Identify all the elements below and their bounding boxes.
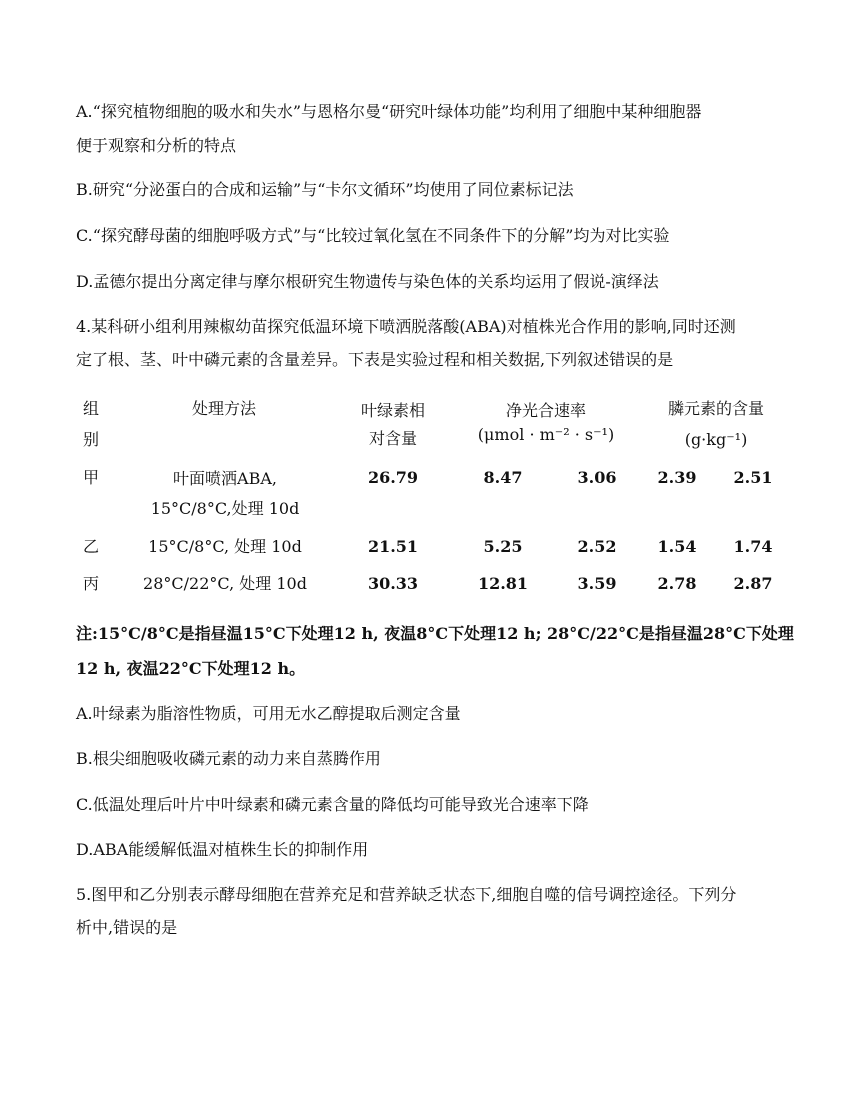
q3-option-a-line1: A.“探究植物细胞的吸水和失水”与恩格尔曼“研究叶绿体功能”均利用了细胞中某种细胞器 [76, 102, 702, 121]
row-method-line1: 28°C/22°C, 处理 10d [143, 574, 307, 593]
header-chlorophyll-2: 对含量 [368, 429, 418, 448]
header-phosphorus-2: (g·kg⁻¹) [684, 430, 748, 449]
row-photosynthesis-b: 3.06 [577, 468, 617, 487]
row-photosynthesis-b: 3.59 [577, 574, 617, 593]
q5-stem-line2: 析中,错误的是 [76, 918, 178, 937]
header-chlorophyll-1: 叶绿素相 [360, 401, 426, 420]
row-group: 丙 [83, 574, 100, 593]
row-phosphorus-a: 2.78 [657, 574, 697, 593]
row-method-line2: 15°C/8°C,处理 10d [150, 499, 300, 518]
row-chlorophyll: 26.79 [367, 468, 419, 487]
row-phosphorus-a: 2.39 [657, 468, 697, 487]
row-group: 乙 [83, 537, 100, 556]
row-phosphorus-b: 2.51 [733, 468, 773, 487]
header-photosynthesis-1: 净光合速率 [505, 401, 587, 420]
row-photosynthesis-a: 5.25 [483, 537, 523, 556]
row-photosynthesis-a: 12.81 [477, 574, 529, 593]
header-phosphorus-1: 膦元素的含量 [667, 399, 765, 418]
header-group-2: 别 [83, 430, 100, 449]
q3-option-c: C.“探究酵母菌的细胞呼吸方式”与“比较过氧化氢在不同条件下的分解”均为对比实验 [76, 226, 670, 245]
q4-option-c: C.低温处理后叶片中叶绿素和磷元素含量的降低均可能导致光合速率下降 [76, 795, 589, 814]
row-chlorophyll: 21.51 [367, 537, 419, 556]
q3-option-b: B.研究“分泌蛋白的合成和运输”与“卡尔文循环”均使用了同位素标记法 [76, 180, 574, 199]
row-photosynthesis-b: 2.52 [577, 537, 617, 556]
row-group: 甲 [83, 468, 100, 487]
row-phosphorus-b: 2.87 [733, 574, 773, 593]
q4-option-a: A.叶绿素为脂溶性物质，可用无水乙醇提取后测定含量 [76, 704, 461, 723]
row-phosphorus-a: 1.54 [657, 537, 697, 556]
q4-stem-line1: 4.某科研小组利用辣椒幼苗探究低温环境下喷洒脱落酸(ABA)对植株光合作用的影响,同时还测 [76, 317, 736, 336]
q4-note-line2: 12 h, 夜温22°C下处理12 h。 [76, 659, 306, 678]
q4-stem-line2: 定了根、茎、叶中磷元素的含量差异。下表是实验过程和相关数据,下列叙述错误的是 [76, 350, 674, 369]
q3-option-d: D.孟德尔提出分离定律与摩尔根研究生物遗传与染色体的关系均运用了假说-演绎法 [76, 272, 659, 291]
row-phosphorus-b: 1.74 [733, 537, 773, 556]
row-method-line1: 叶面喷洒ABA, [173, 469, 277, 488]
q4-option-d: D.ABA能缓解低温对植株生长的抑制作用 [76, 840, 369, 859]
header-group-1: 组 [83, 399, 100, 418]
header-method: 处理方法 [191, 399, 257, 418]
q5-stem-line1: 5.图甲和乙分别表示酵母细胞在营养充足和营养缺乏状态下,细胞自噬的信号调控途径。下列分 [76, 885, 737, 904]
row-method-line1: 15°C/8°C, 处理 10d [148, 537, 302, 556]
header-photosynthesis-2: (μmol · m⁻² · s⁻¹) [477, 425, 615, 444]
row-chlorophyll: 30.33 [367, 574, 419, 593]
q4-note-line1: 注:15°C/8°C是指昼温15°C下处理12 h, 夜温8°C下处理12 h; 28°C/22°C是指昼温28°C下处理 [76, 624, 794, 643]
q3-option-a-line2: 便于观察和分析的特点 [76, 136, 237, 155]
row-photosynthesis-a: 8.47 [483, 468, 523, 487]
q4-option-b: B.根尖细胞吸收磷元素的动力来自蒸腾作用 [76, 749, 381, 768]
